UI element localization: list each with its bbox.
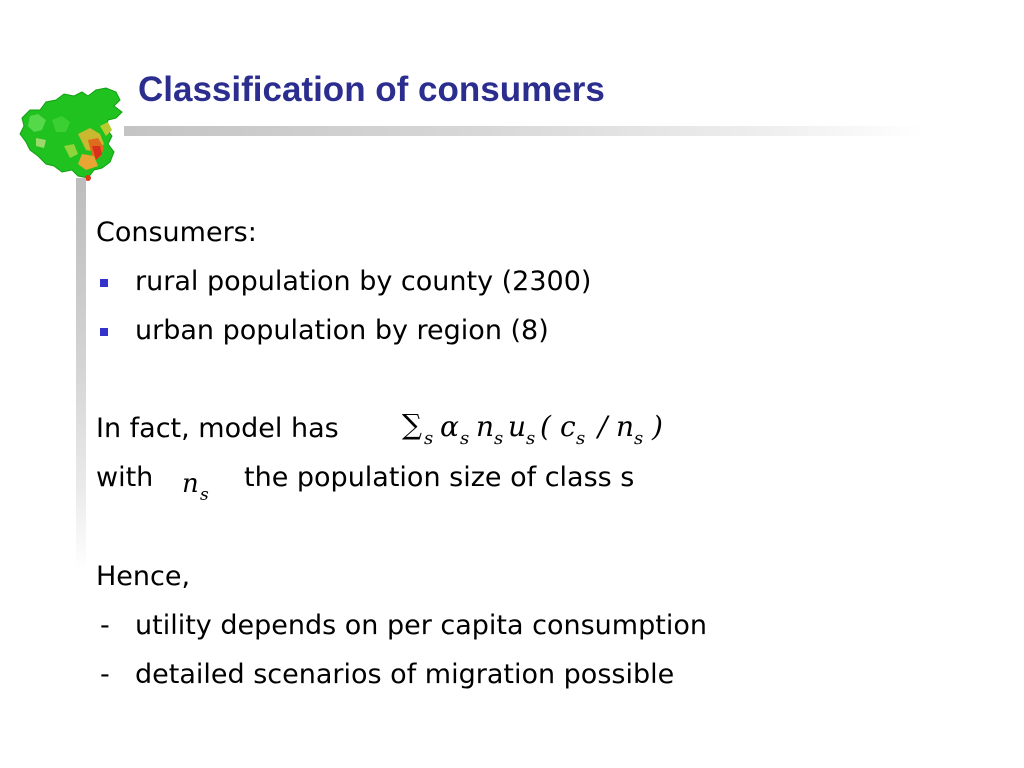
ns-subscript: s [200,485,209,505]
close-paren: ) [652,410,663,443]
utility-sum-formula [402,398,702,454]
sum-subscript: s [424,428,434,449]
sum-symbol: ∑ [402,408,422,441]
consumers-heading: Consumers: [96,217,257,248]
division-slash: / [598,410,608,443]
china-map-icon [16,86,128,184]
n-symbol: n [476,410,495,443]
list-item-text: rural population by county (2300) [135,266,592,297]
hence-text: Hence, [96,561,191,592]
population-definition-text: the population size of class s [244,462,635,493]
model-statement-text: In fact, model has [96,413,339,444]
n-subscript: s [494,428,504,449]
c-symbol: c [560,410,576,443]
square-bullet-icon [100,328,108,336]
ns-n: n [182,469,199,499]
u-symbol: u [508,410,527,443]
left-accent-rule [76,178,86,570]
dash-list-item-text: utility depends on per capita consumption [135,610,707,641]
title-underline-rule [124,126,924,136]
alpha-symbol: α [440,410,459,443]
dash-marker: - [100,659,110,690]
c-subscript: s [576,428,586,449]
with-text: with [96,462,154,493]
open-paren: ( [540,410,551,443]
square-bullet-icon [100,279,108,287]
u-subscript: s [526,428,536,449]
n-denominator-subscript: s [634,428,644,449]
ns-symbol [180,464,224,506]
dash-marker: - [100,610,110,641]
list-item-text: urban population by region (8) [135,315,549,346]
alpha-subscript: s [460,428,470,449]
dash-list-item-text: detailed scenarios of migration possible [135,659,675,690]
page-title: Classification of consumers [138,70,605,109]
n-symbol-denominator: n [616,410,635,443]
